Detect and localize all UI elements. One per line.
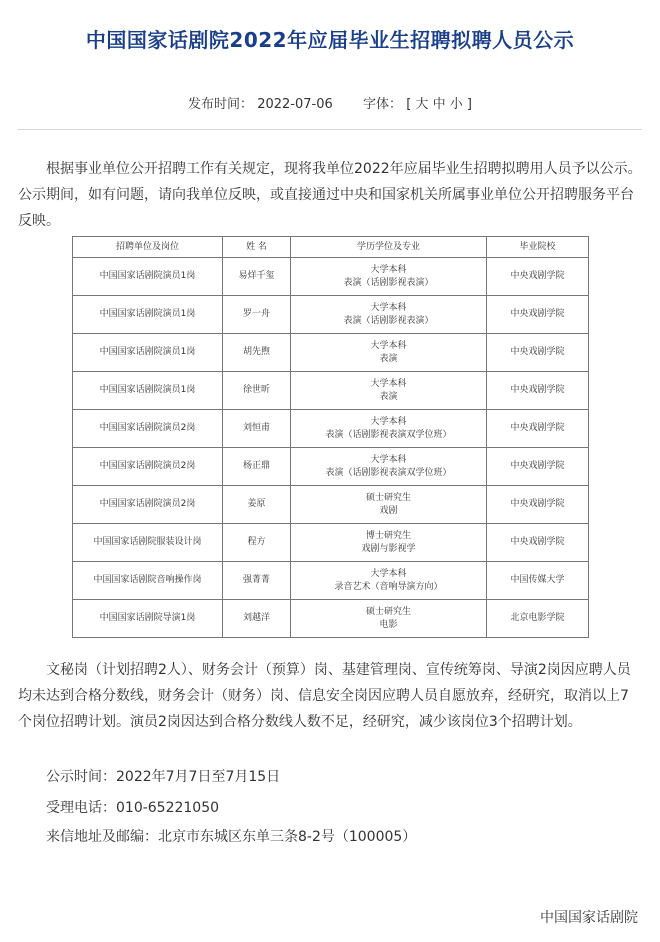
cell-degree: 博士研究生 [365,530,411,541]
cell-education [291,562,487,600]
cell-major: 录音艺术（音响导演方向） [334,581,443,592]
cell-name: 胡先煦 [223,334,291,372]
cell-school: 中央戏剧学院 [487,258,589,296]
cell-name: 徐世昕 [223,372,291,410]
intro-paragraph: 根据事业单位公开招聘工作有关规定，现将我单位2022年应届毕业生招聘拟聘用人员予以公示。公示期间，如有问题，请向我单位反映，或直接通过中央和国家机关所属事业单位公开招聘服务平台反映。 [18,161,642,229]
cell-degree: 硕士研究生 [365,492,411,503]
cell-major: 表演（话剧影视表演） [343,277,434,288]
hire-table [72,236,589,638]
cell-post: 中国国家话剧院演员1岗 [73,372,223,410]
cell-degree: 大学本科 [370,302,407,313]
cell-major: 表演 [379,353,398,364]
cell-name: 罗一舟 [223,296,291,334]
cell-degree: 大学本科 [370,378,407,389]
cell-major: 电影 [379,619,398,630]
table-row [73,486,589,524]
cell-post: 中国国家话剧院演员1岗 [73,334,223,372]
cell-post: 中国国家话剧院演员1岗 [73,258,223,296]
cell-major: 表演（话剧影视表演） [343,315,434,326]
cell-post: 中国国家话剧院导演1岗 [73,600,223,638]
cell-post: 中国国家话剧院演员1岗 [73,296,223,334]
font-size-label: 字体： [363,97,403,112]
cell-school: 中央戏剧学院 [487,486,589,524]
font-size-small-link[interactable]: 小 [449,97,463,112]
mailing-address-label: 来信地址及邮编： [46,829,158,845]
contact-phone [46,797,219,817]
cell-education [291,524,487,562]
font-bracket-open: [ [406,97,412,112]
cancellation-note: 文秘岗（计划招聘2人）、财务会计（预算）岗、基建管理岗、宣传统筹岗、导演2岗因应聘人员均未达到合格分数线，财务会计（财务）岗、信息安全岗因应聘人员自愿放弃，经研究，取消以上7个岗位招聘计划。演员2岗因达到合格分数线人数不足，经研究，减少该岗位3个招聘计划。 [18,662,631,730]
cell-major: 表演（话剧影视表演双学位班） [325,467,452,478]
table-row [73,410,589,448]
header-divider [18,129,642,130]
cell-name: 程方 [223,524,291,562]
cell-post: 中国国家话剧院演员2岗 [73,410,223,448]
table-row [73,258,589,296]
header-education: 学历学位及专业 [291,237,487,258]
cell-education [291,296,487,334]
cell-post: 中国国家话剧院服装设计岗 [73,524,223,562]
table-row [73,448,589,486]
table-row [73,600,589,638]
header-school: 毕业院校 [487,237,589,258]
issuing-organization: 中国国家话剧院 [540,910,638,926]
cell-school: 中央戏剧学院 [487,334,589,372]
cell-degree: 硕士研究生 [365,606,411,617]
header-post: 招聘单位及岗位 [73,237,223,258]
cell-education [291,258,487,296]
table-row [73,296,589,334]
cell-name: 刘恒甫 [223,410,291,448]
table-row [73,334,589,372]
cell-degree: 大学本科 [370,568,407,579]
cell-education [291,410,487,448]
table-row [73,372,589,410]
cell-degree: 大学本科 [370,454,407,465]
notice-period [46,766,280,786]
contact-phone-label: 受理电话： [46,800,116,816]
cell-post: 中国国家话剧院音响操作岗 [73,562,223,600]
cell-major: 戏剧与影视学 [361,543,416,554]
page-title: 中国国家话剧院2022年应届毕业生招聘拟聘人员公示 [85,28,575,52]
cell-education [291,334,487,372]
cell-degree: 大学本科 [370,340,407,351]
font-size-medium-link[interactable]: 中 [432,97,446,112]
cell-education [291,448,487,486]
cell-name: 刘越洋 [223,600,291,638]
font-bracket-close: ] [466,97,472,112]
cell-education [291,600,487,638]
cell-school: 中央戏剧学院 [487,372,589,410]
publish-date-label: 发布时间： [188,97,254,112]
cell-school: 中央戏剧学院 [487,410,589,448]
publish-meta [0,93,660,112]
table-row [73,524,589,562]
cell-name: 杨正鼎 [223,448,291,486]
cell-school: 北京电影学院 [487,600,589,638]
cell-school: 中央戏剧学院 [487,296,589,334]
header-name: 姓 名 [223,237,291,258]
cell-degree: 大学本科 [370,264,407,275]
cell-major: 表演（话剧影视表演双学位班） [325,429,452,440]
table-header-row [73,237,589,258]
cell-education [291,486,487,524]
cell-school: 中国传媒大学 [487,562,589,600]
font-size-large-link[interactable]: 大 [415,97,429,112]
table-row [73,562,589,600]
cell-degree: 大学本科 [370,416,407,427]
cell-post: 中国国家话剧院演员2岗 [73,486,223,524]
contact-phone-value: 010-65221050 [116,800,220,816]
mailing-address [46,826,416,846]
publish-date-value: 2022-07-06 [257,97,333,112]
cell-education [291,372,487,410]
cell-name: 姜原 [223,486,291,524]
cell-major: 表演 [379,391,398,402]
cell-school: 中央戏剧学院 [487,448,589,486]
mailing-address-value: 北京市东城区东单三条8-2号（100005） [158,829,417,845]
cell-school: 中央戏剧学院 [487,524,589,562]
cell-name: 易烊千玺 [223,258,291,296]
notice-period-label: 公示时间： [46,769,116,785]
cell-name: 强菁菁 [223,562,291,600]
notice-period-value: 2022年7月7日至7月15日 [116,769,281,785]
cell-post: 中国国家话剧院演员2岗 [73,448,223,486]
cell-major: 戏剧 [379,505,398,516]
